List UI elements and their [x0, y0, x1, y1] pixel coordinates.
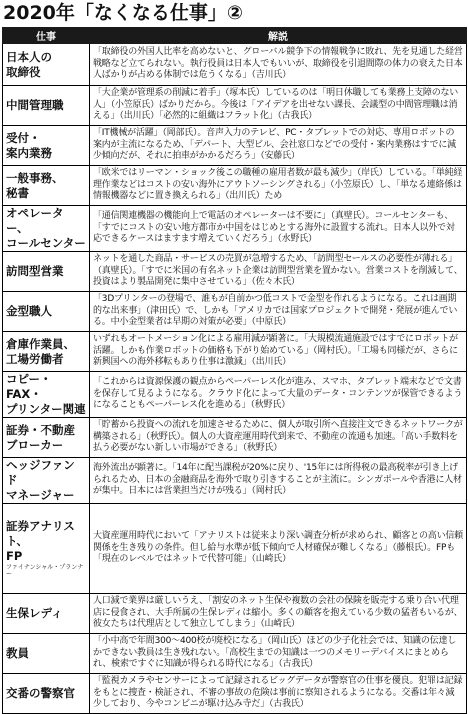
job-name: 交番の警察官 [3, 674, 90, 714]
table-row [3, 458, 467, 504]
job-name: 受付・ 案内業務 [3, 126, 90, 166]
job-name: 生保レディ [3, 594, 90, 634]
job-desc: 「貯蓄から投資への流れを加速させるために、個人が取引所へ直接注文できるネットワークが構築される」（秋野氏）。個人の大資産運用時代到来で、不動産の流通も加速。「高い手数料を払う必要がない新しい市場ができる」（秋野氏） [90, 418, 467, 458]
job-name: オペレーター、 コールセンター [3, 206, 90, 252]
job-name: 証券・不動産 ブローカー [3, 418, 90, 458]
jobs-table [2, 27, 467, 714]
job-desc: 「大企業が管理系の削減に着手」（塚本氏）しているのは「明日休職しても業務上支障のない人」（小笠原氏）ばかりだから。今後は「アイデアを出せない課長、会議型の中間管理職は消える」（出川氏）「必然的に組織はフラット化」（古我氏） [90, 86, 467, 126]
job-name: 訪問型営業 [3, 252, 90, 292]
table-row [3, 372, 467, 418]
job-name: 金型職人 [3, 292, 90, 332]
table-row [3, 206, 467, 252]
job-name-cell [3, 504, 90, 594]
job-desc: 海外流出が顕著に。「14年に配当課税が20%に戻り、'15年には所得税の最高税率が引き上げられるため、日本の金融商品を海外で取り引きすることが主流に。シンガポールや香港に人材が集中。日本には営業担当だけが残る」（岡村氏） [90, 458, 467, 504]
job-name: 教員 [3, 634, 90, 674]
table-row [3, 126, 467, 166]
table-row [3, 634, 467, 674]
job-desc: いずれもオートメーション化による雇用減が顕著に。「大規模流通施設ではすでにロボットが活躍。しかも作業ロボットの価格も下がり始めている」（岡村氏）。「工場も同様だが、さらに新興国への海外移転もあり仕事は激減」（出川氏） [90, 332, 467, 372]
table-row [3, 252, 467, 292]
table-row [3, 166, 467, 206]
table-header-row [3, 28, 467, 44]
job-desc: 「これからは資源保護の観点からペーパーレス化が進み、スマホ、タブレット端末などで文書を保存して見るようになる。クラウド化によって大量のデータ・コンテンツが保管できるようになることもペーパーレス化を進める」（秋野氏） [90, 372, 467, 418]
header-desc: 解説 [90, 28, 467, 44]
job-desc: 「欧米ではリーマン・ショック後この職種の雇用者数が最も減少」（岸氏）している。「単純経理作業などはコストの安い海外にアウトソーシングされる」（小笠原氏）し、「単なる連絡係は情報機器などに置き換えられる」（出川氏）ため [90, 166, 467, 206]
job-desc: 「監視カメラやセンサーによって記録されるビッグデータが警察官の仕事を優良。犯罪は記録をもとに捜査・検証され、不審の事故の危険は事前に察知されるようになる。交番は年々減少しており、今やコンビニが駆け込み寺だ」（古我氏） [90, 674, 467, 714]
table-row [3, 332, 467, 372]
table-row [3, 594, 467, 634]
table-row [3, 418, 467, 458]
job-desc: 「小中高で年間300～400校が廃校になる」（岡山氏）ほどの少子化社会では、知識の伝達しかできない教員は生き残れない。「高校生までの知識は一つのメモリーデバイスにまとめられ、検索ですぐに知識が得られる時代になる」（古我氏） [90, 634, 467, 674]
job-desc: 人口減で業界は厳しいうえ、「割安のネット生保や複数の会社の保険を販売する乗り合い代理店に侵食され、大手所属の生保レディは縮小。多くの顧客を抱えている少数の猛者もいるが、彼女たちは代理店として独立してしまう」（山崎氏） [90, 594, 467, 634]
job-name: 中間管理職 [3, 86, 90, 126]
job-name: 一般事務、 秘書 [3, 166, 90, 206]
job-name: 証券アナリスト、 FP [6, 519, 75, 563]
job-desc: 「3Dプリンターの登場で、誰もが自前かつ低コストで金型を作れるようになる。これは画期的な出来事」（津田氏）で、しかも「アメリカでは国家プロジェクトで開発・発展が進んでいる。中小金型業者は早期の対策が必要」（中原氏） [90, 292, 467, 332]
job-name: コピー・FAX・ プリンター関連 [3, 372, 90, 418]
job-desc: 「通信関連機器の機能向上で電話のオペレーターは不要に」（真壁氏）。コールセンターも、「すでにコストの安い地方都市か中国をはじめとする海外に設置する流れ。日本人以外で対応できるケースはますます増えていくだろう」（水野氏） [90, 206, 467, 252]
page-title: 2020年「なくなる仕事」② [3, 2, 243, 24]
table-row [3, 504, 467, 594]
table-row [3, 292, 467, 332]
table-row [3, 674, 467, 714]
job-name: 日本人の 取締役 [3, 44, 90, 86]
job-name: ヘッジファンド マネージャー [3, 458, 90, 504]
job-desc: 「IT機械が活躍」（岡部氏）。音声入力のテレビ、PC・タブレットでの対応、専用ロボットの案内が主流になるため、「デパート、大型ビル、会社窓口などでの受付・案内業務はすでに減少傾向だが、それに拍車がかかるだろう」（安藤氏） [90, 126, 467, 166]
job-desc: 「取締役の外国人比率を高めないと、グローバル競争下の情報戦争に敗れ、先を見通した経営戦略など立てられない。執行役員は日本人でもいいが、取締役を引退間際の体力の衰えた日本人ばかりが占める体制では危うくなる」（吉川氏） [90, 44, 467, 86]
table-row [3, 44, 467, 86]
job-name-sub: ファイナンシャル・プランナー [6, 564, 84, 578]
job-desc: ネットを通した商品・サービスの売買が急増するため、「訪問型セールスの必要性が薄れる」（真壁氏）。「すでに米国の有名ネット企業は訪問型営業を置かない。営業コストを削減して、投資はより製品開発に集中させている」（佐々木氏） [90, 252, 467, 292]
job-name: 倉庫作業員、 工場労働者 [3, 332, 90, 372]
header-job: 仕事 [3, 28, 90, 44]
table-row [3, 86, 467, 126]
job-desc: 大資産運用時代において「アナリストは従来より深い調査分析が求められ、顧客との高い信頼関係を生き残りの条件。但し給与水準が低下傾向で人材確保が難しくなる」（藤根氏）。FPも「現在のレベルではネットで代替可能」（山崎氏） [90, 504, 467, 594]
